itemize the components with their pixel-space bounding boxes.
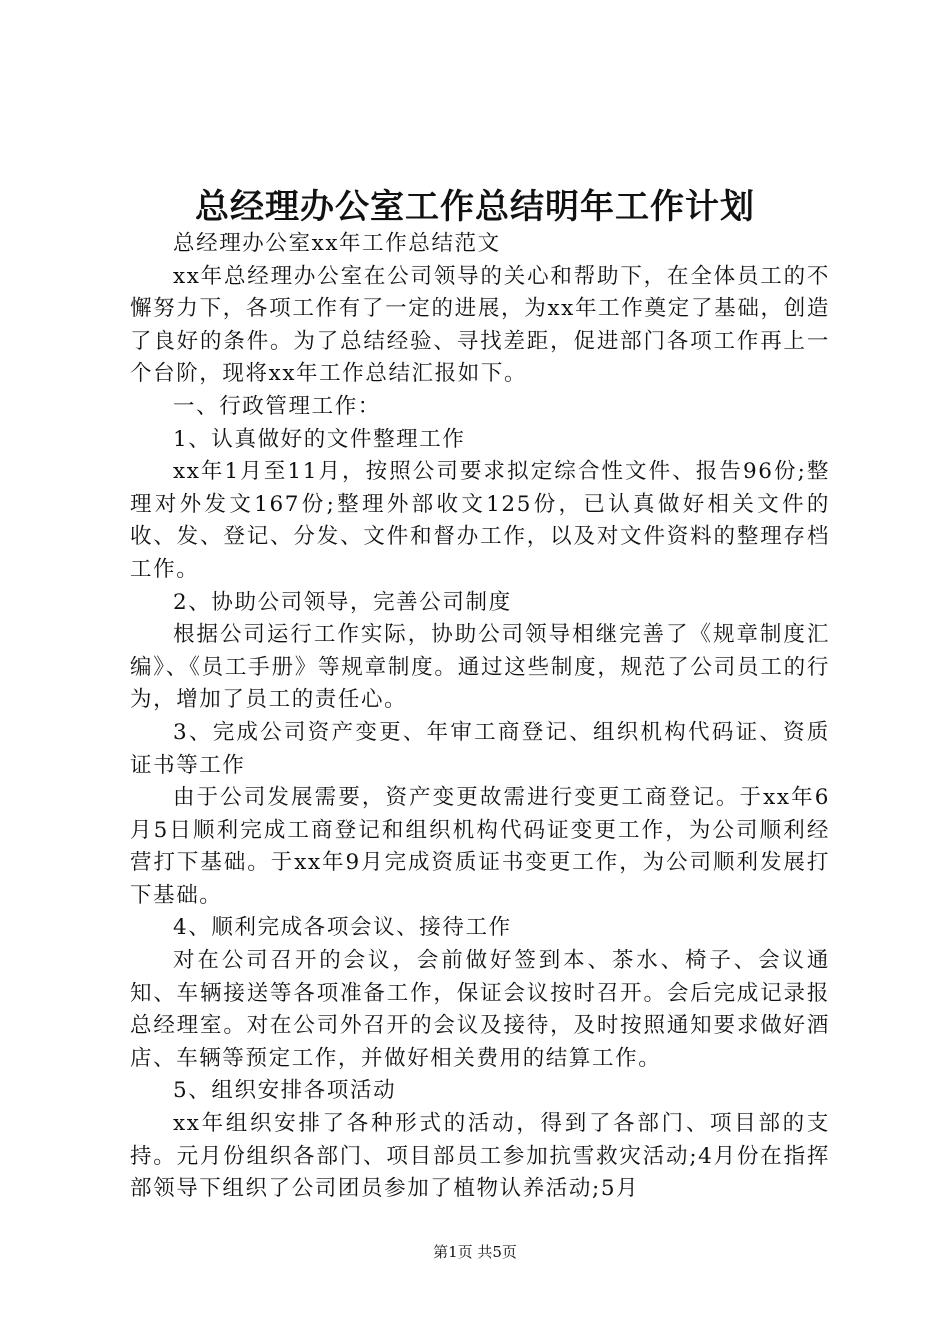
section-heading-admin: 一、行政管理工作： <box>173 393 381 419</box>
item-heading-3: 3、完成公司资产变更、年审工商登记、组织机构代码证、资质证书等工作 <box>130 719 830 778</box>
paragraph-subtitle: 总经理办公室xx年工作总结范文 <box>173 231 501 256</box>
paragraph-item-2: 根据公司运行工作实际，协助公司领导相继完善了《规章制度汇编》、《员工手册》等规章制度。通过这些制度，规范了公司员工的行为，增加了员工的责任心。 <box>130 622 830 713</box>
paragraph-item-5: xx年组织安排了各种形式的活动，得到了各部门、项目部的支持。元月份组织各部门、项目部员工参加抗雪救灾活动;4月份在指挥部领导下组织了公司团员参加了植物认养活动;5月 <box>130 1111 830 1202</box>
item-heading-1: 1、认真做好的文件整理工作 <box>173 426 466 452</box>
page-footer: 第1页 共5页 <box>433 1243 517 1261</box>
document-title: 总经理办公室工作总结明年工作计划 <box>195 187 755 227</box>
document-body <box>130 228 830 1206</box>
item-heading-4: 4、顺利完成各项会议、接待工作 <box>173 915 512 941</box>
item-heading-2: 2、协助公司领导，完善公司制度 <box>173 589 512 615</box>
paragraph-item-4: 对在公司召开的会议，会前做好签到本、茶水、椅子、会议通知、车辆接送等各项准备工作，保证会议按时召开。会后完成记录报总经理室。对在公司外召开的会议及接待，及时按照通知要求做好酒店、车辆等预定工作，并做好相关费用的结算工作。 <box>130 948 830 1071</box>
paragraph-item-1: xx年1月至11月，按照公司要求拟定综合性文件、报告96份;整理对外发文167份;整理外部收文125份，已认真做好相关文件的收、发、登记、分发、文件和督办工作，以及对文件资料的整理存档工作。 <box>130 459 830 582</box>
item-heading-5: 5、组织安排各项活动 <box>173 1078 397 1104</box>
paragraph-item-3: 由于公司发展需要，资产变更故需进行变更工商登记。于xx年6月5日顺利完成工商登记和组织机构代码证变更工作，为公司顺利经营打下基础。于xx年9月完成资质证书变更工作，为公司顺利发展打下基础。 <box>130 785 830 908</box>
paragraph-intro: xx年总经理办公室在公司领导的关心和帮助下，在全体员工的不懈努力下，各项工作有了一定的进展，为xx年工作奠定了基础，创造了良好的条件。为了总结经验、寻找差距，促进部门各项工作再上一个台阶，现将xx年工作总结汇报如下。 <box>130 263 830 387</box>
